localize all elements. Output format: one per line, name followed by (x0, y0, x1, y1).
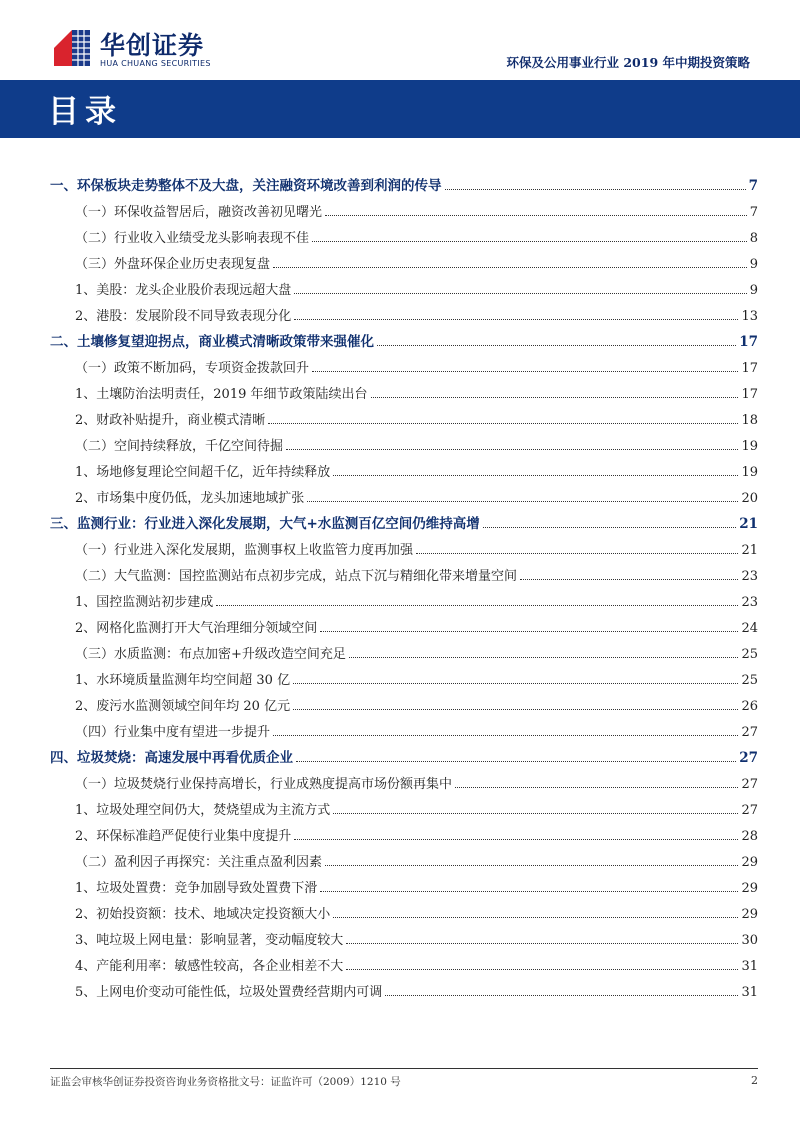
toc-entry-page: 17 (741, 387, 758, 402)
toc-entry[interactable] (50, 662, 758, 688)
toc-entry[interactable] (50, 766, 758, 792)
toc-entry-page: 25 (741, 673, 758, 688)
toc-leader-dots (293, 683, 738, 684)
toc-entry-title: 2、网格化监测打开大气治理细分领域空间 (75, 621, 318, 636)
toc-entry-title: （一）环保收益智居后，融资改善初见曙光 (75, 205, 323, 220)
toc-entry[interactable] (50, 246, 758, 272)
toc-leader-dots (333, 917, 738, 918)
toc-entry-title: （三）水质监测：布点加密+升级改造空间充足 (75, 647, 346, 662)
toc-entry-title: 5、上网电价变动可能性低，垃圾处置费经营期内可调 (75, 985, 383, 1000)
toc-leader-dots (312, 371, 738, 372)
toc-leader-dots (294, 839, 738, 840)
toc-entry[interactable] (50, 636, 758, 662)
toc-entry-page: 21 (739, 516, 758, 532)
toc-entry-page: 28 (741, 829, 758, 844)
toc-leader-dots (294, 293, 746, 294)
toc-entry-page: 30 (741, 933, 758, 948)
toc-entry[interactable] (50, 896, 758, 922)
toc-entry[interactable] (50, 506, 758, 532)
toc-leader-dots (385, 995, 738, 996)
toc-leader-dots (312, 241, 747, 242)
toc-entry[interactable] (50, 818, 758, 844)
company-logo (50, 26, 210, 72)
section-banner (0, 80, 800, 138)
toc-entry-title: 1、美股：龙头企业股价表现远超大盘 (75, 283, 292, 298)
table-of-contents (50, 168, 758, 1000)
toc-leader-dots (325, 865, 738, 866)
toc-entry-title: 1、土壤防治法明责任，2019 年细节政策陆续出台 (75, 387, 368, 402)
toc-entry-page: 13 (741, 309, 758, 324)
toc-leader-dots (296, 761, 736, 762)
toc-entry-page: 26 (741, 699, 758, 714)
report-title: 环保及公用事业行业 2019 年中期投资策略 (506, 55, 750, 70)
toc-entry-title: 1、垃圾处置费：竞争加剧导致处置费下滑 (75, 881, 318, 896)
toc-entry-page: 29 (741, 907, 758, 922)
toc-entry-title: 1、垃圾处理空间仍大，焚烧望成为主流方式 (75, 803, 331, 818)
toc-entry[interactable] (50, 272, 758, 298)
logo-mark-icon (50, 26, 94, 70)
toc-leader-dots (520, 579, 738, 580)
toc-entry-page: 17 (741, 361, 758, 376)
toc-leader-dots (294, 319, 738, 320)
toc-leader-dots (320, 891, 738, 892)
toc-entry-page: 27 (741, 777, 758, 792)
toc-entry-page: 19 (741, 439, 758, 454)
toc-entry-title: （一）行业进入深化发展期，监测事权上收监管力度再加强 (75, 543, 414, 558)
page-title: 目录 (48, 94, 122, 130)
toc-entry[interactable] (50, 168, 758, 194)
page-number: 2 (751, 1074, 758, 1087)
toc-entry-title: 3、吨垃圾上网电量：影响显著，变动幅度较大 (75, 933, 344, 948)
toc-entry[interactable] (50, 584, 758, 610)
toc-entry-title: （三）外盘环保企业历史表现复盘 (75, 257, 271, 272)
toc-entry-page: 19 (741, 465, 758, 480)
toc-entry[interactable] (50, 324, 758, 350)
toc-entry[interactable] (50, 870, 758, 896)
toc-leader-dots (377, 345, 736, 346)
toc-entry-title: 2、市场集中度仍低，龙头加速地域扩张 (75, 491, 305, 506)
toc-entry-title: 2、初始投资额：技术、地域决定投资额大小 (75, 907, 331, 922)
toc-leader-dots (216, 605, 738, 606)
toc-entry-page: 9 (749, 257, 758, 272)
toc-entry-title: 1、水环境质量监测年均空间超 30 亿 (75, 673, 291, 688)
toc-entry-title: 4、产能利用率：敏感性较高，各企业相差不大 (75, 959, 344, 974)
toc-entry-title: 一、环保板块走势整体不及大盘，关注融资环境改善到利润的传导 (50, 178, 442, 194)
toc-leader-dots (273, 267, 747, 268)
toc-entry-page: 25 (741, 647, 758, 662)
toc-entry-title: 1、场地修复理论空间超千亿，近年持续释放 (75, 465, 331, 480)
toc-entry-title: 三、监测行业：行业进入深化发展期，大气+水监测百亿空间仍维持高增 (50, 516, 480, 532)
toc-entry-page: 31 (741, 959, 758, 974)
toc-leader-dots (349, 657, 739, 658)
toc-entry-page: 29 (741, 881, 758, 896)
toc-entry-title: （二）空间持续释放，千亿空间待掘 (75, 439, 284, 454)
toc-entry-page: 31 (741, 985, 758, 1000)
toc-entry-page: 23 (741, 569, 758, 584)
toc-entry-title: （二）行业收入业绩受龙头影响表现不佳 (75, 231, 310, 246)
toc-entry-title: （一）政策不断加码，专项资金拨款回升 (75, 361, 310, 376)
toc-entry[interactable] (50, 298, 758, 324)
toc-entry[interactable] (50, 220, 758, 246)
toc-entry[interactable] (50, 844, 758, 870)
toc-entry-page: 8 (749, 231, 758, 246)
toc-entry-title: 2、废污水监测领域空间年均 20 亿元 (75, 699, 291, 714)
toc-entry-page: 23 (741, 595, 758, 610)
toc-entry[interactable] (50, 428, 758, 454)
toc-entry-page: 29 (741, 855, 758, 870)
toc-entry-page: 7 (749, 205, 758, 220)
toc-leader-dots (445, 189, 746, 190)
logo-name-en: HUA CHUANG SECURITIES (100, 59, 211, 68)
toc-entry-title: 二、土壤修复望迎拐点，商业模式清晰政策带来强催化 (50, 334, 374, 350)
toc-entry-title: 2、财政补贴提升，商业模式清晰 (75, 413, 266, 428)
toc-entry[interactable] (50, 740, 758, 766)
toc-entry-title: （一）垃圾焚烧行业保持高增长，行业成熟度提高市场份额再集中 (75, 777, 453, 792)
toc-entry[interactable] (50, 480, 758, 506)
toc-entry[interactable] (50, 194, 758, 220)
toc-entry[interactable] (50, 688, 758, 714)
logo-name-cn: 华创证券 (100, 31, 205, 60)
toc-leader-dots (371, 397, 739, 398)
toc-entry[interactable] (50, 714, 758, 740)
toc-entry[interactable] (50, 922, 758, 948)
toc-entry-page: 17 (739, 334, 758, 350)
toc-entry-title: 1、国控监测站初步建成 (75, 595, 214, 610)
toc-entry-page: 27 (739, 750, 758, 766)
toc-leader-dots (293, 709, 738, 710)
toc-entry[interactable] (50, 948, 758, 974)
toc-entry-title: （二）大气监测：国控监测站布点初步完成，站点下沉与精细化带来增量空间 (75, 569, 518, 584)
toc-entry[interactable] (50, 376, 758, 402)
toc-leader-dots (325, 215, 747, 216)
toc-entry-page: 21 (741, 543, 758, 558)
toc-entry-page: 27 (741, 725, 758, 740)
toc-entry-page: 27 (741, 803, 758, 818)
toc-leader-dots (268, 423, 738, 424)
toc-entry-page: 20 (741, 491, 758, 506)
toc-entry[interactable] (50, 792, 758, 818)
toc-leader-dots (333, 813, 738, 814)
toc-entry-page: 18 (741, 413, 758, 428)
toc-entry-page: 9 (749, 283, 758, 298)
toc-leader-dots (346, 969, 738, 970)
footer-disclaimer: 证监会审核华创证券投资咨询业务资格批文号：证监许可（2009）1210 号 (50, 1076, 401, 1088)
toc-entry-title: （二）盈利因子再探究：关注重点盈利因素 (75, 855, 323, 870)
toc-entry[interactable] (50, 558, 758, 584)
toc-leader-dots (307, 501, 738, 502)
toc-leader-dots (320, 631, 738, 632)
toc-entry[interactable] (50, 974, 758, 1000)
footer-divider (50, 1068, 758, 1069)
toc-entry-page: 7 (748, 178, 758, 194)
toc-leader-dots (333, 475, 738, 476)
toc-entry-page: 24 (741, 621, 758, 636)
toc-leader-dots (273, 735, 738, 736)
toc-entry[interactable] (50, 610, 758, 636)
toc-leader-dots (455, 787, 738, 788)
toc-entry-title: 2、港股：发展阶段不同导致表现分化 (75, 309, 292, 324)
toc-leader-dots (483, 527, 736, 528)
toc-leader-dots (286, 449, 738, 450)
toc-entry[interactable] (50, 402, 758, 428)
toc-entry-title: 2、环保标准趋严促使行业集中度提升 (75, 829, 292, 844)
toc-leader-dots (416, 553, 738, 554)
toc-leader-dots (346, 943, 738, 944)
toc-entry[interactable] (50, 454, 758, 480)
toc-entry[interactable] (50, 532, 758, 558)
toc-entry[interactable] (50, 350, 758, 376)
toc-entry-title: 四、垃圾焚烧：高速发展中再看优质企业 (50, 750, 293, 766)
toc-entry-title: （四）行业集中度有望进一步提升 (75, 725, 271, 740)
